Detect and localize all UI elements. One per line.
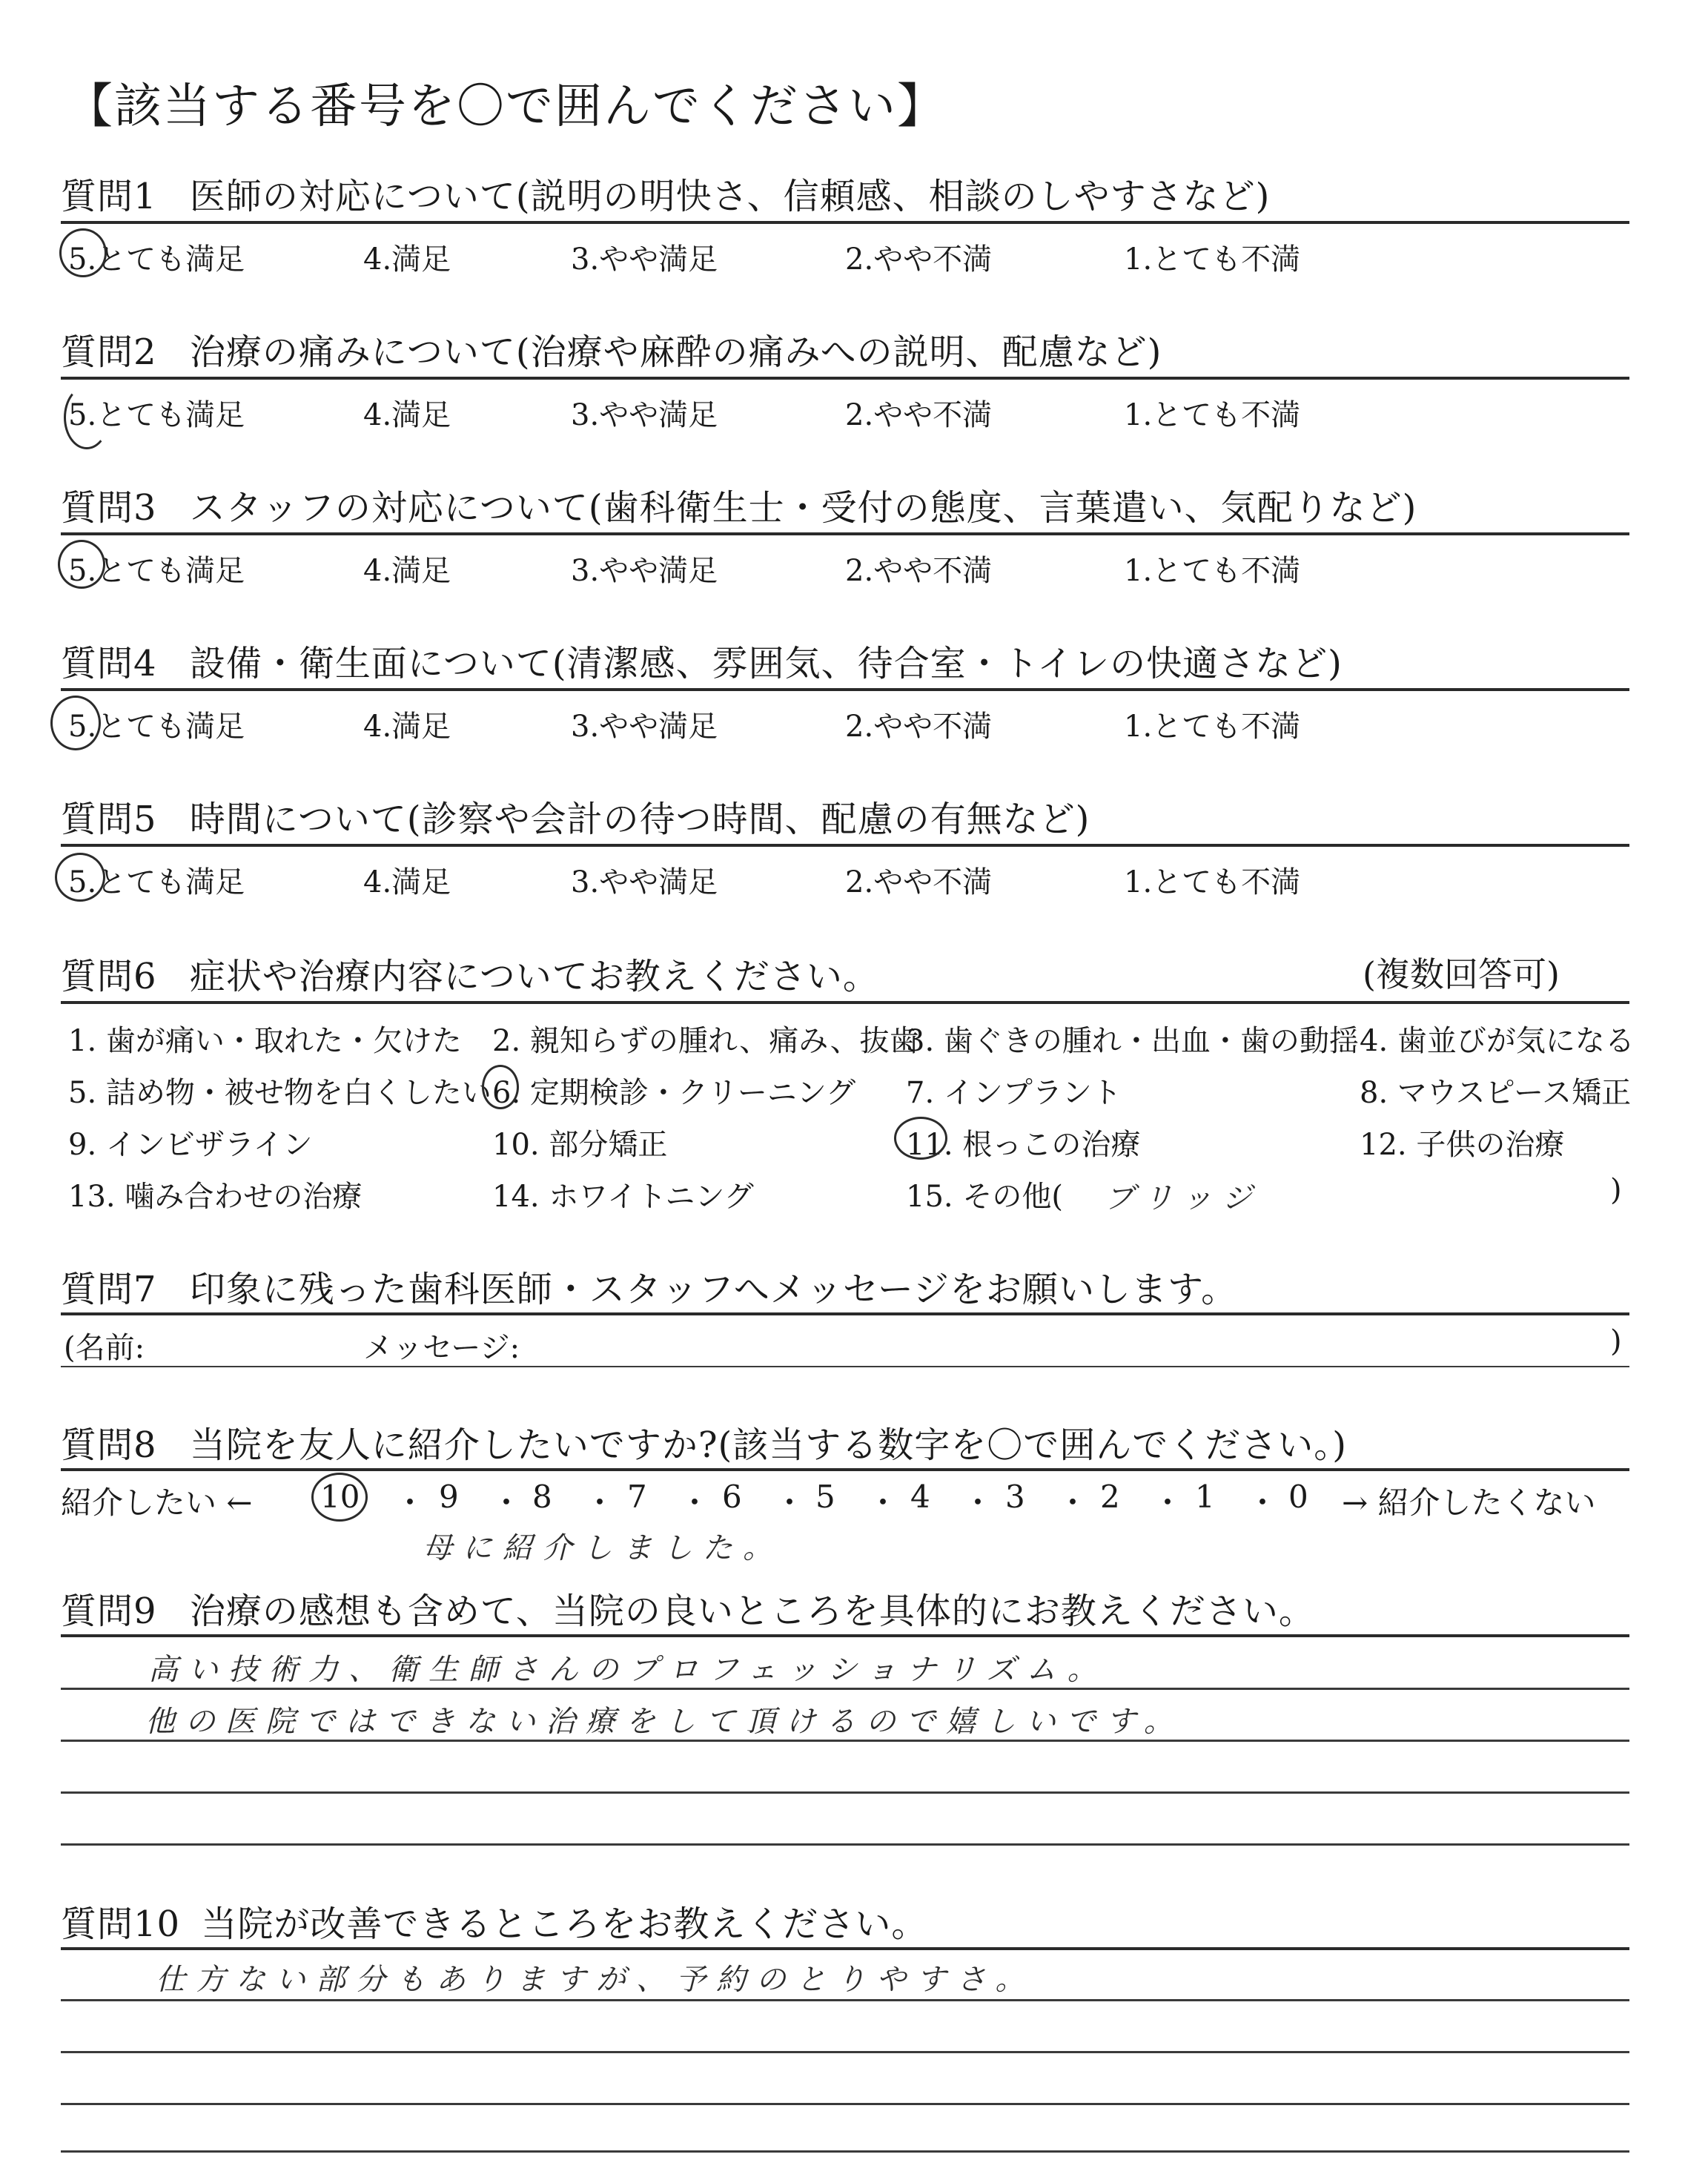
q8-right-label: → 紹介したくない	[1342, 1484, 1596, 1521]
q3-option-2[interactable]: 2.やや不満	[845, 554, 993, 588]
question-4-rule	[61, 688, 1629, 691]
q1-option-2[interactable]: 2.やや不満	[845, 242, 993, 277]
q5-option-4[interactable]: 4.満足	[363, 865, 451, 899]
q2-option-1[interactable]: 1.とても不満	[1124, 398, 1301, 432]
question-10-label: 質問10	[61, 1903, 181, 1945]
q8-number-4[interactable]: 4	[910, 1479, 930, 1515]
q8-number-1[interactable]: 1	[1195, 1479, 1215, 1515]
q4-option-5[interactable]: 5.とても満足	[68, 710, 245, 744]
q6-item-7[interactable]: 7. インプラント	[906, 1076, 1122, 1110]
question-8-label: 質問8	[61, 1424, 157, 1466]
q9-answer-line[interactable]	[61, 1791, 1629, 1794]
q5-option-1[interactable]: 1.とても不満	[1124, 865, 1301, 899]
q8-number-5[interactable]: 5	[815, 1479, 835, 1515]
q6-item-8[interactable]: 8. マウスピース矯正	[1360, 1076, 1632, 1110]
q7-name-label: (名前:	[64, 1331, 145, 1365]
question-4-label: 質問4	[61, 643, 157, 684]
question-2-title	[61, 323, 1162, 374]
question-2-rule	[61, 377, 1629, 380]
question-9-rule	[61, 1634, 1629, 1637]
q6-other-answer: ブリッジ	[1105, 1181, 1262, 1215]
question-9-title	[61, 1582, 1315, 1634]
q9-answer-line[interactable]	[61, 1688, 1629, 1690]
q6-item-6-circle	[482, 1065, 519, 1109]
q3-option-4[interactable]: 4.満足	[363, 554, 451, 588]
q8-number-7[interactable]: 7	[627, 1479, 647, 1515]
q6-item-11-circle	[894, 1117, 947, 1160]
q10-answer-line[interactable]	[61, 2051, 1629, 2053]
page-title: 【該当する番号を〇で囲んでください】	[65, 79, 946, 134]
q6-item-5[interactable]: 5. 詰め物・被せ物を白くしたい	[68, 1076, 491, 1110]
q8-number-8[interactable]: 8	[532, 1479, 552, 1515]
q5-option-2[interactable]: 2.やや不満	[845, 865, 993, 899]
q8-left-label: 紹介したい ←	[61, 1484, 253, 1521]
multiple-answers-note: (複数回答可)	[1363, 954, 1560, 994]
q7-close: )	[1610, 1324, 1622, 1358]
q9-handwritten-line-1: 高い技術力、衛生師さんのプロフェッショナリズム。	[148, 1653, 1108, 1687]
question-2-text: 治療の痛みについて(治療や麻酔の痛みへの説明、配慮など)	[189, 331, 1162, 373]
q10-handwritten-comment: 仕方ない部分もありますが、予約のとりやすさ。	[156, 1963, 1036, 1997]
q10-answer-line[interactable]	[61, 1999, 1629, 2001]
q8-dot: ・	[1152, 1484, 1184, 1521]
q8-dot: ・	[962, 1484, 994, 1521]
question-5-text: 時間について(診察や会計の待つ時間、配慮の有無など)	[189, 799, 1090, 840]
q4-option-4[interactable]: 4.満足	[363, 710, 451, 744]
q8-dot: ・	[491, 1484, 523, 1521]
question-5-label: 質問5	[61, 799, 157, 840]
q6-item-4[interactable]: 4. 歯並びが気になる	[1360, 1024, 1635, 1058]
q6-item-2[interactable]: 2. 親知らずの腫れ、痛み、抜歯	[492, 1024, 919, 1058]
q8-number-10[interactable]: 10	[320, 1479, 360, 1515]
q1-option-1[interactable]: 1.とても不満	[1124, 242, 1301, 277]
question-5-rule	[61, 844, 1629, 847]
question-1-rule	[61, 221, 1629, 224]
question-9-text: 治療の感想も含めて、当院の良いところを具体的にお教えください。	[189, 1591, 1315, 1632]
q8-number-3[interactable]: 3	[1005, 1479, 1025, 1515]
q8-number-9[interactable]: 9	[439, 1479, 459, 1515]
q5-option-5[interactable]: 5.とても満足	[68, 865, 245, 899]
q6-item-1[interactable]: 1. 歯が痛い・取れた・欠けた	[68, 1024, 462, 1058]
q6-item-6[interactable]: 6. 定期検診・クリーニング	[492, 1076, 856, 1110]
question-1-title	[61, 168, 1270, 219]
q8-dot: ・	[584, 1484, 616, 1521]
q2-option-3[interactable]: 3.やや満足	[571, 398, 718, 432]
question-6-label: 質問6	[61, 956, 157, 997]
question-3-rule	[61, 532, 1629, 535]
question-10-text: 当院が改善できるところをお教えください。	[201, 1903, 928, 1945]
q8-dot: ・	[1247, 1484, 1279, 1521]
q9-answer-line[interactable]	[61, 1843, 1629, 1846]
q5-selected-circle	[55, 853, 105, 902]
q3-selected-circle	[58, 540, 105, 589]
q8-dot: ・	[774, 1484, 806, 1521]
q4-option-3[interactable]: 3.やや満足	[571, 710, 718, 744]
question-1-text: 医師の対応について(説明の明快さ、信頼感、相談のしやすさなど)	[189, 176, 1271, 217]
q7-message-line[interactable]	[61, 1366, 1629, 1367]
question-10-rule	[61, 1947, 1629, 1950]
question-7-title	[61, 1261, 1237, 1312]
question-1-label: 質問1	[61, 176, 157, 217]
question-3-text: スタッフの対応について(歯科衛生士・受付の態度、言葉遣い、気配りなど)	[189, 487, 1417, 529]
q10-answer-line[interactable]	[61, 2103, 1629, 2105]
question-3-label: 質問3	[61, 487, 157, 529]
q8-dot: ・	[679, 1484, 711, 1521]
question-7-text: 印象に残った歯科医師・スタッフへメッセージをお願いします。	[189, 1269, 1238, 1310]
q6-other-close: )	[1610, 1173, 1622, 1207]
q6-item-14[interactable]: 14. ホワイトニング	[492, 1180, 754, 1214]
question-6-title	[61, 948, 879, 999]
question-7-label: 質問7	[61, 1269, 157, 1310]
q9-handwritten-line-2: 他の医院ではできない治療をして頂けるので嬉しいです。	[145, 1705, 1184, 1739]
q3-option-5[interactable]: 5.とても満足	[68, 554, 245, 588]
question-4-text: 設備・衛生面について(清潔感、雰囲気、待合室・トイレの快適さなど)	[189, 643, 1343, 684]
q6-item-11[interactable]: 11. 根っこの治療	[906, 1128, 1141, 1162]
question-2-label: 質問2	[61, 331, 157, 373]
question-4-title	[61, 635, 1343, 686]
q4-option-2[interactable]: 2.やや不満	[845, 710, 993, 744]
question-9-label: 質問9	[61, 1591, 157, 1632]
q8-number-0[interactable]: 0	[1288, 1479, 1308, 1515]
q8-number-2[interactable]: 2	[1100, 1479, 1120, 1515]
q9-answer-line[interactable]	[61, 1740, 1629, 1742]
q6-item-9[interactable]: 9. インビザライン	[68, 1128, 313, 1162]
q3-option-3[interactable]: 3.やや満足	[571, 554, 718, 588]
q10-answer-line[interactable]	[61, 2150, 1629, 2153]
question-8-rule	[61, 1468, 1629, 1471]
q6-item-10[interactable]: 10. 部分矯正	[492, 1128, 668, 1162]
question-3-title	[61, 479, 1417, 530]
q2-selected-circle	[64, 386, 110, 449]
q4-option-1[interactable]: 1.とても不満	[1124, 710, 1301, 744]
question-8-text: 当院を友人に紹介したいですか?(該当する数字を〇で囲んでください。)	[189, 1424, 1348, 1466]
q5-option-3[interactable]: 3.やや満足	[571, 865, 718, 899]
q3-option-1[interactable]: 1.とても不満	[1124, 554, 1301, 588]
q1-option-5[interactable]: 5.とても満足	[68, 242, 245, 277]
q8-selected-circle	[311, 1473, 368, 1522]
q1-selected-circle	[59, 228, 107, 277]
q6-item-15[interactable]: 15. その他(	[906, 1180, 1063, 1214]
q8-dot: ・	[867, 1484, 899, 1521]
q2-option-2[interactable]: 2.やや不満	[845, 398, 993, 432]
question-8-title	[61, 1416, 1347, 1467]
question-7-rule	[61, 1312, 1629, 1315]
q8-dot: ・	[1057, 1484, 1089, 1521]
q6-item-13[interactable]: 13. 噛み合わせの治療	[68, 1180, 363, 1214]
q2-option-5[interactable]: 5.とても満足	[68, 398, 245, 432]
q1-option-3[interactable]: 3.やや満足	[571, 242, 718, 277]
q1-option-4[interactable]: 4.満足	[363, 242, 451, 277]
q8-handwritten-comment: 母に紹介しました。	[423, 1531, 783, 1565]
q2-option-4[interactable]: 4.満足	[363, 398, 451, 432]
question-5-title	[61, 790, 1090, 842]
q4-selected-circle	[50, 696, 101, 750]
q8-number-6[interactable]: 6	[722, 1479, 742, 1515]
q6-item-3[interactable]: 3. 歯ぐきの腫れ・出血・歯の動揺	[906, 1024, 1359, 1058]
q7-message-label: メッセージ:	[363, 1331, 520, 1365]
question-6-text: 症状や治療内容についてお教えください。	[189, 956, 879, 997]
q6-item-12[interactable]: 12. 子供の治療	[1360, 1128, 1565, 1162]
question-6-rule	[61, 1001, 1629, 1004]
q8-dot: ・	[394, 1484, 426, 1521]
question-10-title	[61, 1895, 927, 1946]
